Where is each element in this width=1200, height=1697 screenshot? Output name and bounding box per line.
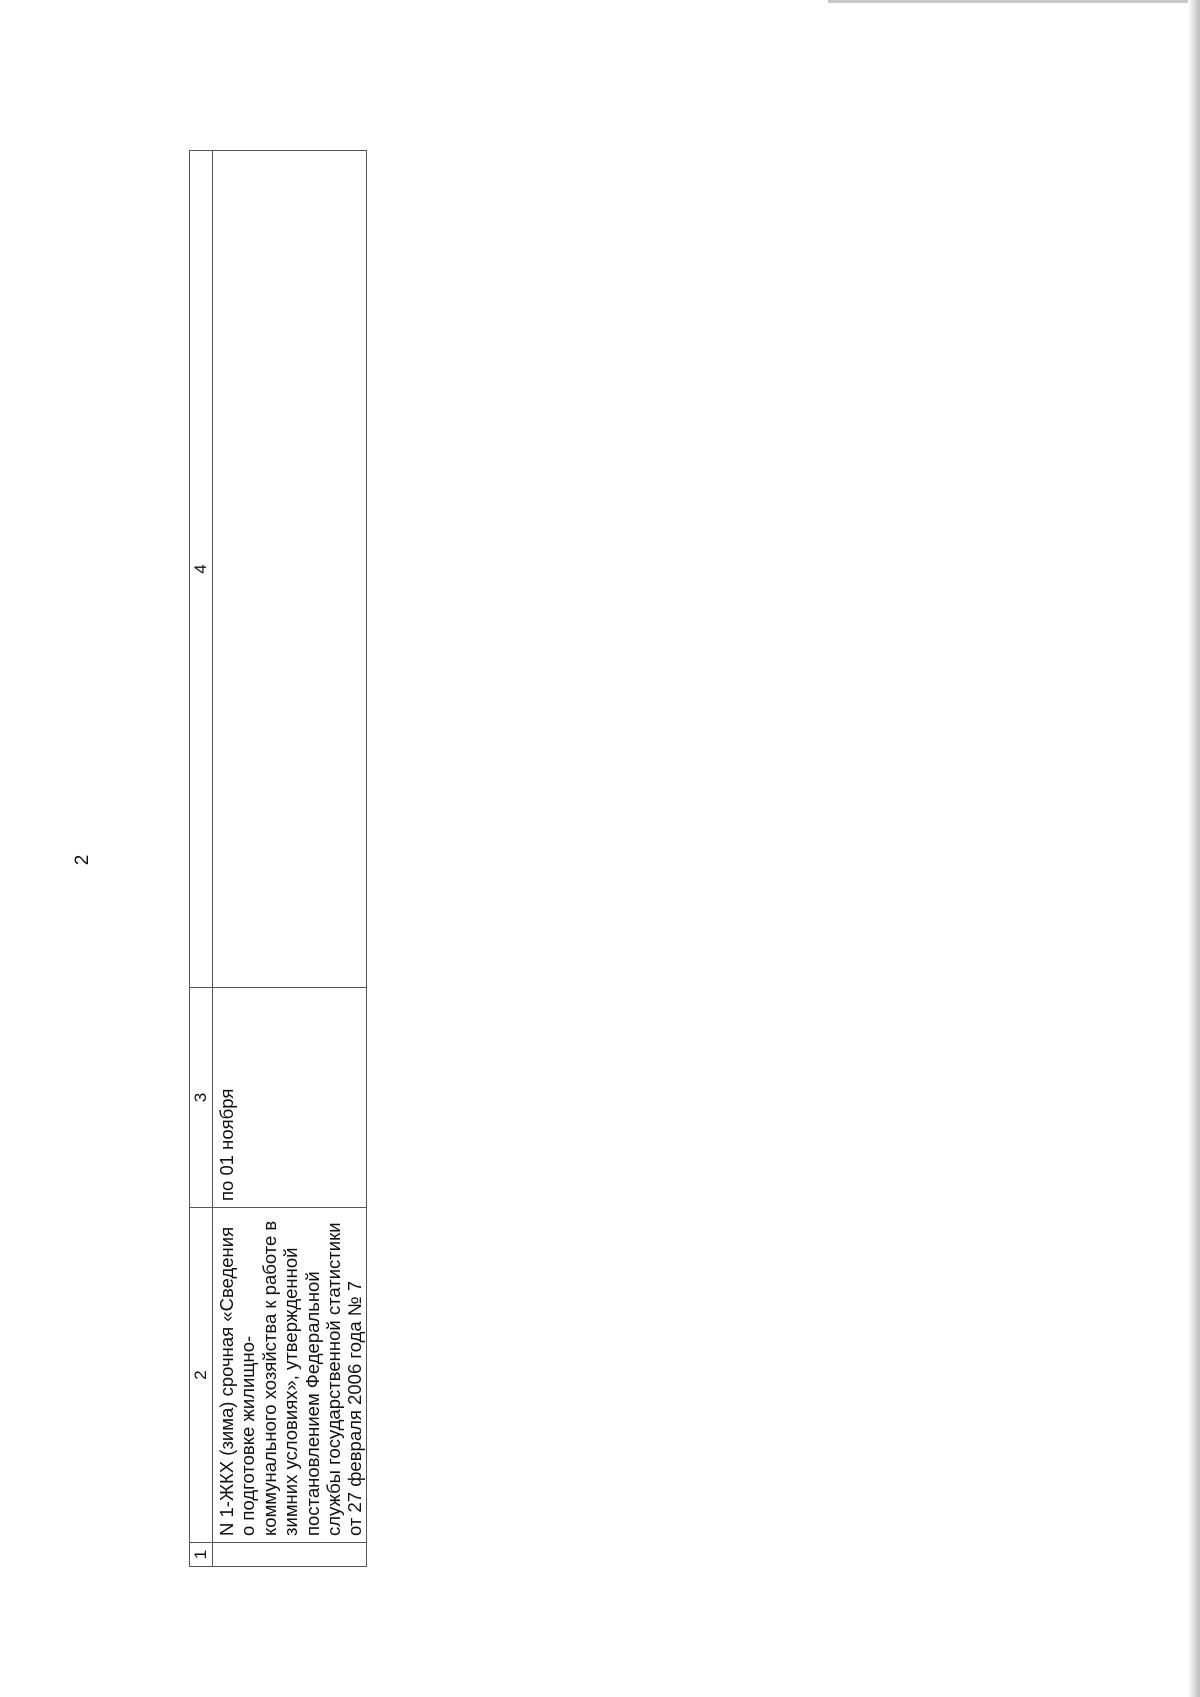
table-cell-deadline: по 01 ноября [213,988,367,1208]
column-header-2: 2 [190,1208,213,1543]
table-cell-col1 [213,1543,367,1567]
page-number: 2 [72,854,93,866]
column-header-3: 3 [190,988,213,1208]
scan-edge-top [828,0,1188,3]
scan-edge [1188,0,1200,1697]
column-header-4: 4 [190,151,213,988]
column-header-1: 1 [190,1543,213,1567]
table-row [213,151,367,1567]
table-header-row [190,151,213,1567]
table-cell-col4 [213,151,367,988]
document-table [189,150,367,1567]
table-cell-form-description: N 1-ЖКХ (зима) срочная «Сведения о подготовке жилищно-коммунального хозяйства к работе в зимних условиях», утвержденной постановлением Федеральной службы государственной статистики от 27 февраля 2006 года № 7 [213,1208,367,1543]
rotated-table-container [189,151,367,1567]
